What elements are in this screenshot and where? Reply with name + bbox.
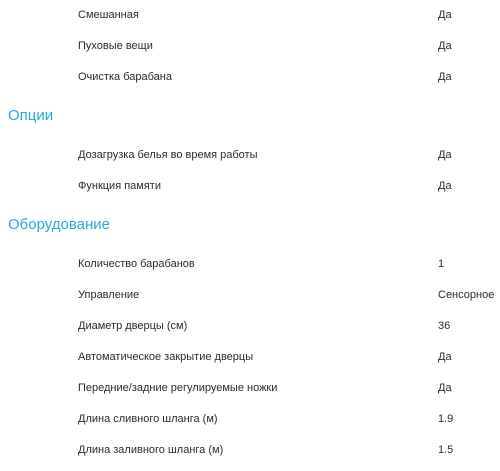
spec-row-drum-count xyxy=(0,249,500,280)
spec-label: Длина сливного шланга (м) xyxy=(78,413,218,425)
spec-value: Да xyxy=(438,382,452,394)
spec-row-add-laundry xyxy=(0,140,500,171)
spec-row-adjustable-feet xyxy=(0,373,500,404)
spec-value: Сенсорное xyxy=(438,289,495,301)
spec-row-drain-hose-length xyxy=(0,404,500,435)
spec-row-drum-cleaning xyxy=(0,62,500,93)
spec-label: Пуховые вещи xyxy=(78,40,153,52)
spec-value: 1.9 xyxy=(438,413,454,425)
section-heading: Опции xyxy=(8,107,54,124)
spec-value: Да xyxy=(438,149,452,161)
spec-value: 1 xyxy=(438,258,445,270)
spec-value: 1.5 xyxy=(438,444,454,456)
spec-label: Функция памяти xyxy=(78,180,161,192)
spec-row-door-diameter xyxy=(0,311,500,342)
spec-label: Смешанная xyxy=(78,9,139,21)
spec-label: Количество барабанов xyxy=(78,258,195,270)
spec-label: Передние/задние регулируемые ножки xyxy=(78,382,278,394)
spec-value: Да xyxy=(438,9,452,21)
spec-row-memory-function xyxy=(0,171,500,202)
spec-value: Да xyxy=(438,180,452,192)
spec-row-control xyxy=(0,280,500,311)
spec-value: 36 xyxy=(438,320,451,332)
spec-label: Очистка барабана xyxy=(78,71,172,83)
spec-value: Да xyxy=(438,40,452,52)
section-title-equipment xyxy=(0,202,500,249)
spec-label: Автоматическое закрытие дверцы xyxy=(78,351,254,363)
section-title-options xyxy=(0,93,500,140)
spec-label: Диаметр дверцы (см) xyxy=(78,320,188,332)
spec-row-auto-door-close xyxy=(0,342,500,373)
spec-row-mixed xyxy=(0,0,500,31)
spec-label: Дозагрузка белья во время работы xyxy=(78,149,258,161)
spec-row-down-items xyxy=(0,31,500,62)
spec-value: Да xyxy=(438,351,452,363)
section-heading: Оборудование xyxy=(8,216,111,233)
spec-row-inlet-hose-length xyxy=(0,435,500,466)
spec-label: Длина заливного шланга (м) xyxy=(78,444,224,456)
spec-label: Управление xyxy=(78,289,140,301)
spec-value: Да xyxy=(438,71,452,83)
